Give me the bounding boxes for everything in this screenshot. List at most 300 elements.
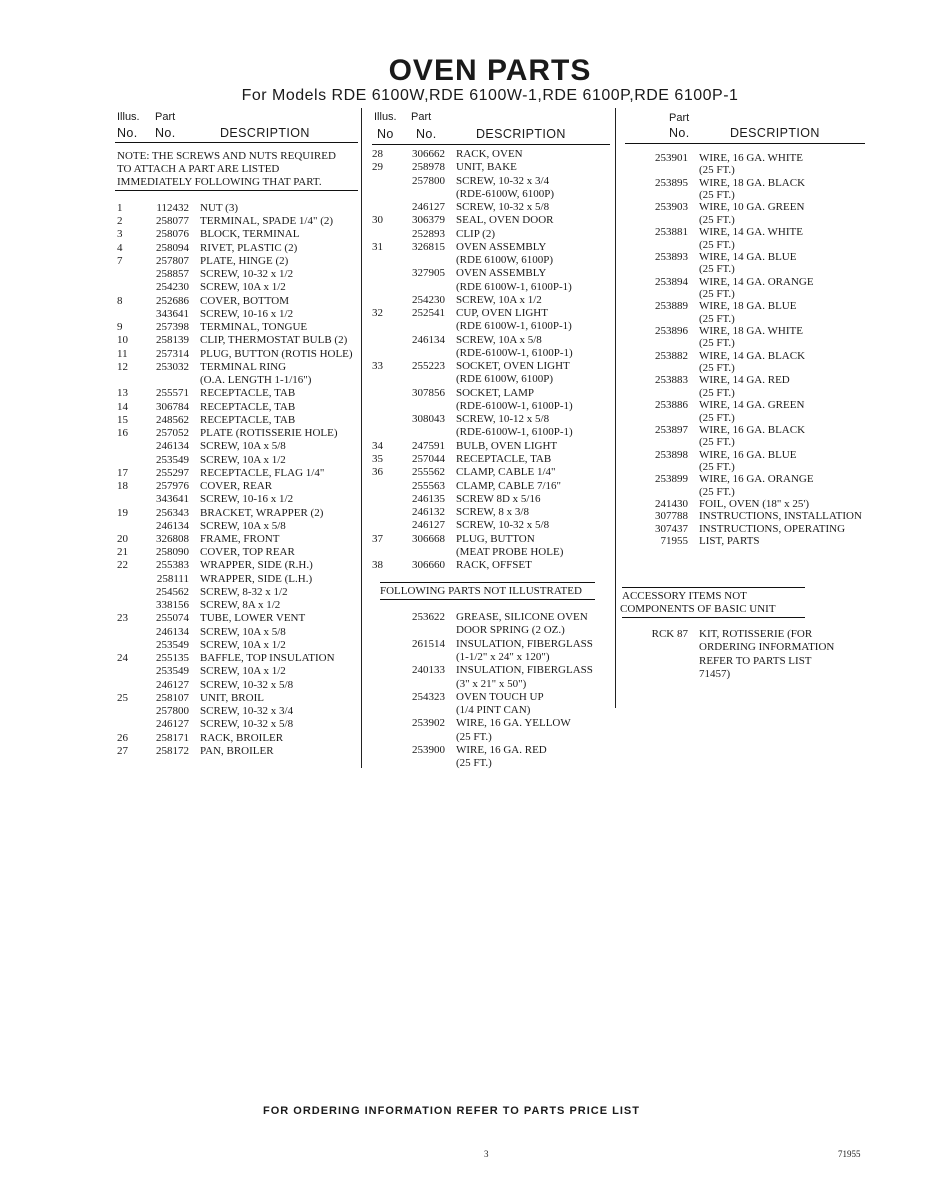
illus-number: 24: [117, 652, 128, 665]
description: FRAME, FRONT: [200, 533, 280, 545]
part-number: 258094: [156, 241, 189, 254]
not-illustrated-rule-top: [380, 582, 595, 583]
part-number: 258111: [156, 572, 189, 585]
illus-number: 25: [117, 691, 128, 704]
part-number: 261514: [412, 637, 445, 650]
description: (25 FT.): [699, 312, 735, 325]
part-number: 257052: [156, 427, 189, 440]
description: WIRE, 16 GA. WHITE: [699, 152, 803, 164]
part-number: 246132: [412, 506, 445, 519]
illus-number: 15: [117, 413, 128, 426]
list-item: [117, 281, 286, 294]
illus-number: [365, 744, 383, 757]
illus-number: [117, 440, 137, 453]
part-number: [636, 288, 688, 301]
illus-number: 27: [117, 744, 128, 757]
description: WRAPPER, SIDE (L.H.): [200, 572, 313, 585]
description: SCREW, 10A x 5/8: [200, 440, 286, 453]
description: (25 FT.): [456, 757, 492, 770]
list-item: [636, 239, 735, 252]
list-item: [117, 440, 286, 453]
document-number: 71955: [838, 1149, 861, 1159]
illus-number: 7: [117, 254, 123, 267]
description: TERMINAL RING: [200, 360, 287, 373]
description: BRACKET, WRAPPER (2): [200, 506, 324, 519]
list-item: [636, 362, 735, 375]
illus-number: [117, 586, 137, 599]
illus-number: [365, 373, 383, 386]
illus-number: [365, 387, 383, 400]
description: (1-1/2" x 24" x 120"): [456, 650, 550, 663]
description: OVEN TOUCH UP: [456, 690, 544, 703]
list-item: [636, 641, 834, 654]
description: SCREW, 8A x 1/2: [200, 599, 281, 612]
part-number: [383, 254, 445, 267]
part-number: [383, 731, 445, 744]
part-number: [636, 436, 688, 449]
list-item: [117, 334, 347, 347]
list-item: [636, 473, 814, 486]
part-number: [636, 239, 688, 252]
list-item: [117, 202, 238, 215]
list-item: [365, 519, 549, 532]
description: 71457): [699, 667, 731, 680]
list-item: [365, 161, 517, 174]
description: WRAPPER, SIDE (R.H.): [200, 559, 313, 572]
description: SCREW, 10-32 x 5/8: [200, 718, 294, 731]
description: RECEPTACLE, FLAG 1/4": [200, 466, 325, 479]
part-number: [383, 373, 445, 386]
illus-number: 12: [117, 360, 128, 373]
part-number: 253882: [655, 349, 688, 362]
list-item: [636, 337, 735, 350]
list-item: [365, 175, 549, 188]
description: WIRE, 14 GA. BLUE: [699, 250, 797, 263]
list-item: [365, 744, 547, 757]
list-item: [365, 493, 540, 506]
part-number: [636, 362, 688, 375]
list-item: [365, 533, 535, 546]
list-item: [117, 573, 312, 586]
description: (25 FT.): [456, 730, 492, 743]
part-number: 343641: [156, 493, 189, 506]
part-number: 258171: [156, 731, 189, 744]
description: (25 FT.): [699, 485, 735, 498]
part-number: [383, 546, 445, 559]
illus-number: [365, 717, 383, 730]
list-item: [117, 414, 295, 427]
illus-number: 1: [117, 202, 123, 214]
part-number: 246134: [156, 519, 189, 532]
description: RECEPTACLE, TAB: [200, 413, 296, 426]
list-item: [117, 705, 293, 718]
part-number: 255383: [156, 559, 189, 572]
list-item: [365, 731, 492, 744]
illus-number: 3: [117, 228, 123, 241]
list-item: [117, 348, 353, 361]
part-number: 255297: [156, 466, 189, 479]
description: PAN, BROILER: [200, 744, 274, 757]
description: (O.A. LENGTH 1-1/16"): [200, 374, 312, 387]
list-item: [365, 320, 572, 333]
part-number: 258139: [156, 334, 189, 347]
description: WIRE, 16 GA. RED: [456, 744, 547, 756]
list-item: [636, 424, 805, 437]
part-number: [383, 400, 445, 413]
description: INSULATION, FIBERGLASS: [456, 664, 593, 677]
illus-number: 32: [372, 307, 383, 320]
list-item: [365, 440, 557, 453]
list-item: [636, 668, 730, 681]
part-number: [383, 320, 445, 333]
col1-header-part: Part: [155, 111, 176, 123]
illus-number: 10: [117, 334, 128, 347]
illus-number: [117, 520, 137, 533]
illus-number: 33: [372, 360, 383, 373]
page-title: OVEN PARTS: [388, 54, 592, 87]
description: DOOR SPRING (2 OZ.): [456, 624, 565, 637]
part-number: 307437: [655, 522, 688, 535]
description: SOCKET, OVEN LIGHT: [456, 360, 570, 373]
part-number: 343641: [156, 307, 189, 320]
description: SCREW, 10A x 1/2: [200, 453, 286, 466]
part-number: 253032: [156, 360, 189, 373]
col2-header-rule: [372, 144, 610, 145]
list-item: [117, 626, 286, 639]
illus-number: [365, 201, 383, 214]
description: (RDE-6100W-1, 6100P-1): [456, 426, 573, 439]
part-number: 253622: [412, 611, 445, 623]
description: (25 FT.): [699, 386, 735, 399]
part-number: [636, 337, 688, 350]
part-number: [636, 164, 688, 177]
column-divider-2: [615, 108, 616, 708]
illus-number: 22: [117, 559, 128, 572]
list-item: [117, 467, 324, 480]
list-item: [365, 611, 588, 624]
part-number: 258077: [156, 215, 189, 228]
part-number: 257976: [156, 480, 189, 493]
illus-number: 9: [117, 321, 123, 334]
illus-number: [117, 679, 137, 692]
list-item: [365, 347, 573, 360]
col3-header-part: Part: [669, 112, 690, 124]
part-number: 306662: [412, 148, 445, 160]
description: OVEN ASSEMBLY: [456, 240, 547, 253]
illus-number: 4: [117, 241, 123, 254]
part-number: 253881: [655, 226, 688, 239]
illus-number: 28: [372, 148, 383, 160]
description: INSTRUCTIONS, OPERATING: [699, 522, 846, 535]
list-item: [117, 268, 293, 281]
list-item: [117, 586, 288, 599]
part-number: 246127: [156, 718, 189, 731]
description: SCREW, 8-32 x 1/2: [200, 585, 288, 598]
list-item: [636, 523, 845, 536]
list-item: [636, 498, 809, 511]
list-item: [636, 325, 803, 338]
list-item: [636, 486, 735, 499]
part-number: 255571: [156, 387, 189, 400]
list-item: [365, 228, 495, 241]
description: WIRE, 18 GA. BLACK: [699, 176, 806, 189]
list-item: [117, 679, 293, 692]
list-item: [636, 535, 759, 548]
list-item: [117, 533, 279, 546]
illus-number: 11: [117, 347, 128, 360]
part-number: 253898: [655, 448, 688, 461]
list-item: [636, 177, 805, 190]
list-item: [117, 507, 323, 520]
part-number: 258978: [412, 161, 445, 174]
list-item: [636, 449, 796, 462]
part-number: 257044: [412, 452, 445, 465]
part-number: 253896: [655, 325, 688, 338]
description: SOCKET, LAMP: [456, 386, 535, 399]
part-number: 253886: [655, 399, 688, 412]
part-number: 254562: [156, 585, 189, 598]
illus-number: 31: [372, 240, 383, 253]
description: CLIP, THERMOSTAT BULB (2): [200, 334, 348, 347]
description: TUBE, LOWER VENT: [200, 612, 306, 625]
part-number: 307856: [412, 386, 445, 399]
list-item: [117, 228, 299, 241]
description: CLIP (2): [456, 227, 496, 240]
description: WIRE, 16 GA. ORANGE: [699, 473, 814, 486]
illus-number: [117, 639, 137, 652]
list-item: [117, 599, 280, 612]
illus-number: 17: [117, 466, 128, 479]
list-item: [117, 493, 293, 506]
illus-number: [365, 188, 383, 201]
illus-number: [365, 254, 383, 267]
description: (25 FT.): [699, 337, 735, 350]
list-item: [636, 288, 735, 301]
part-number: 246127: [412, 519, 445, 532]
description: LIST, PARTS: [699, 535, 760, 548]
part-number: 112432: [156, 202, 189, 214]
list-item: [365, 757, 492, 770]
part-number: [636, 313, 688, 326]
list-item: [365, 480, 561, 493]
list-item: [636, 300, 796, 313]
illus-number: 8: [117, 294, 123, 307]
list-item: [636, 251, 796, 264]
illus-number: [365, 175, 383, 188]
description: PLUG, BUTTON: [456, 532, 535, 545]
part-number: 252541: [412, 307, 445, 320]
part-number: 253894: [655, 275, 688, 288]
list-item: [117, 612, 305, 625]
illus-number: [365, 413, 383, 426]
illus-number: [365, 493, 383, 506]
part-number: 252686: [156, 294, 189, 307]
list-item: [365, 373, 553, 386]
list-item: [117, 321, 307, 334]
part-number: 253902: [412, 717, 445, 730]
list-item: [636, 461, 735, 474]
part-number: [383, 624, 445, 637]
list-item: [117, 454, 286, 467]
illus-number: [365, 624, 383, 637]
description: WIRE, 18 GA. BLUE: [699, 300, 797, 313]
list-item: [365, 307, 548, 320]
illus-number: 2: [117, 215, 123, 228]
list-item: [117, 401, 295, 414]
illus-number: [365, 506, 383, 519]
description: SCREW, 10-32 x 5/8: [456, 201, 550, 214]
list-item: [636, 152, 803, 165]
list-item: [636, 412, 735, 425]
illus-number: [117, 626, 137, 639]
illus-number: [365, 480, 383, 493]
description: PLUG, BUTTON (ROTIS HOLE): [200, 347, 353, 360]
part-number: 247591: [412, 439, 445, 452]
list-item: [117, 732, 283, 745]
note-line-1: NOTE: THE SCREWS AND NUTS REQUIRED: [117, 150, 336, 162]
accessory-heading-2: COMPONENTS OF BASIC UNIT: [620, 603, 776, 615]
part-number: [383, 281, 445, 294]
list-item: [365, 624, 565, 637]
illus-number: [117, 454, 137, 467]
part-number: 253893: [655, 250, 688, 263]
list-item: [636, 387, 735, 400]
illus-number: [365, 757, 383, 770]
list-item: [365, 267, 546, 280]
list-item: [365, 360, 570, 373]
description: RECEPTACLE, TAB: [200, 400, 296, 413]
list-item: [117, 665, 286, 678]
description: WIRE, 16 GA. YELLOW: [456, 717, 571, 730]
note-line-3: IMMEDIATELY FOLLOWING THAT PART.: [117, 176, 322, 188]
part-number: 252893: [412, 227, 445, 240]
col1-header-illus: Illus.: [117, 111, 140, 123]
list-item: [117, 546, 295, 559]
illus-number: [117, 374, 137, 387]
illus-number: 13: [117, 387, 128, 400]
description: (25 FT.): [699, 263, 735, 276]
description: OVEN ASSEMBLY: [456, 267, 547, 280]
illus-number: 20: [117, 533, 128, 545]
description: RIVET, PLASTIC (2): [200, 241, 298, 254]
note-rule: [115, 190, 358, 191]
part-number: 258107: [156, 691, 189, 704]
part-number: 326815: [412, 240, 445, 253]
part-number: [383, 678, 445, 691]
not-illustrated-heading: FOLLOWING PARTS NOT ILLUSTRATED: [380, 585, 582, 597]
description: SCREW, 10-12 x 5/8: [456, 413, 550, 426]
part-number: 255074: [156, 612, 189, 625]
list-item: [365, 148, 523, 161]
illus-number: 14: [117, 400, 128, 413]
illus-number: [365, 638, 383, 651]
description: (RDE-6100W-1, 6100P-1): [456, 346, 573, 359]
illus-number: 18: [117, 480, 128, 493]
col1-header-no: No.: [117, 126, 138, 140]
illus-number: [365, 267, 383, 280]
part-number: 257314: [156, 347, 189, 360]
list-item: [117, 692, 264, 705]
list-item: [365, 717, 571, 730]
part-number: 255135: [156, 652, 189, 665]
list-item: [365, 559, 532, 572]
part-number: [383, 704, 445, 717]
description: GREASE, SILICONE OVEN: [456, 611, 588, 623]
illus-number: [117, 705, 137, 718]
description: SCREW, 10A x 5/8: [200, 625, 286, 638]
description: KIT, ROTISSERIE (FOR: [699, 628, 813, 640]
part-number: 71955: [660, 535, 688, 548]
description: RECEPTACLE, TAB: [200, 387, 296, 400]
part-number: 253883: [655, 374, 688, 387]
description: RACK, BROILER: [200, 731, 284, 744]
list-item: [636, 201, 804, 214]
col2-header-no: No: [377, 127, 394, 141]
part-number: 308043: [412, 413, 445, 426]
illus-number: 36: [372, 466, 383, 479]
part-number: 327905: [412, 267, 445, 280]
description: (RDE-6100W-1, 6100P-1): [456, 399, 573, 412]
description: (25 FT.): [699, 362, 735, 375]
illus-number: [117, 665, 137, 678]
description: RACK, OVEN: [456, 148, 523, 160]
list-item: [636, 510, 862, 523]
description: (25 FT.): [699, 436, 735, 449]
list-item: [117, 639, 286, 652]
description: WIRE, 18 GA. WHITE: [699, 325, 803, 338]
description: COVER, BOTTOM: [200, 294, 290, 307]
part-number: 246135: [412, 492, 445, 505]
description: SCREW, 10-16 x 1/2: [200, 493, 294, 506]
illus-number: 35: [372, 452, 383, 465]
description: SEAL, OVEN DOOR: [456, 214, 554, 227]
list-item: [636, 276, 814, 289]
part-number: [636, 668, 688, 681]
illus-number: [117, 573, 137, 586]
illus-number: [365, 426, 383, 439]
description: RACK, OFFSET: [456, 559, 532, 572]
description: SCREW, 10-32 x 3/4: [456, 174, 550, 187]
illus-number: [117, 493, 137, 506]
illus-number: [365, 334, 383, 347]
description: WIRE, 10 GA. GREEN: [699, 201, 805, 214]
part-number: 253900: [412, 744, 445, 756]
description: (RDE-6100W, 6100P): [456, 187, 554, 200]
part-number: 246134: [156, 625, 189, 638]
description: PLATE (ROTISSERIE HOLE): [200, 427, 338, 440]
list-item: [365, 201, 549, 214]
description: INSULATION, FIBERGLASS: [456, 637, 593, 650]
list-item: [636, 164, 735, 177]
list-item: [636, 628, 812, 641]
list-item: [117, 295, 289, 308]
part-number: 246127: [412, 201, 445, 214]
illus-number: [365, 400, 383, 413]
illus-number: [365, 611, 383, 624]
description: SCREW, 10-16 x 1/2: [200, 307, 294, 320]
part-number: 256343: [156, 506, 189, 519]
description: NUT (3): [200, 202, 238, 214]
description: (25 FT.): [699, 164, 735, 177]
accessory-heading-1: ACCESSORY ITEMS NOT: [622, 590, 747, 602]
part-number: 306660: [412, 559, 445, 572]
part-number: [383, 651, 445, 664]
description: SCREW, 10A x 5/8: [200, 519, 286, 532]
description: COVER, REAR: [200, 480, 273, 493]
description: (RDE 6100W-1, 6100P-1): [456, 320, 572, 333]
part-number: 246127: [156, 678, 189, 691]
description: SCREW, 10-32 x 3/4: [200, 705, 294, 718]
